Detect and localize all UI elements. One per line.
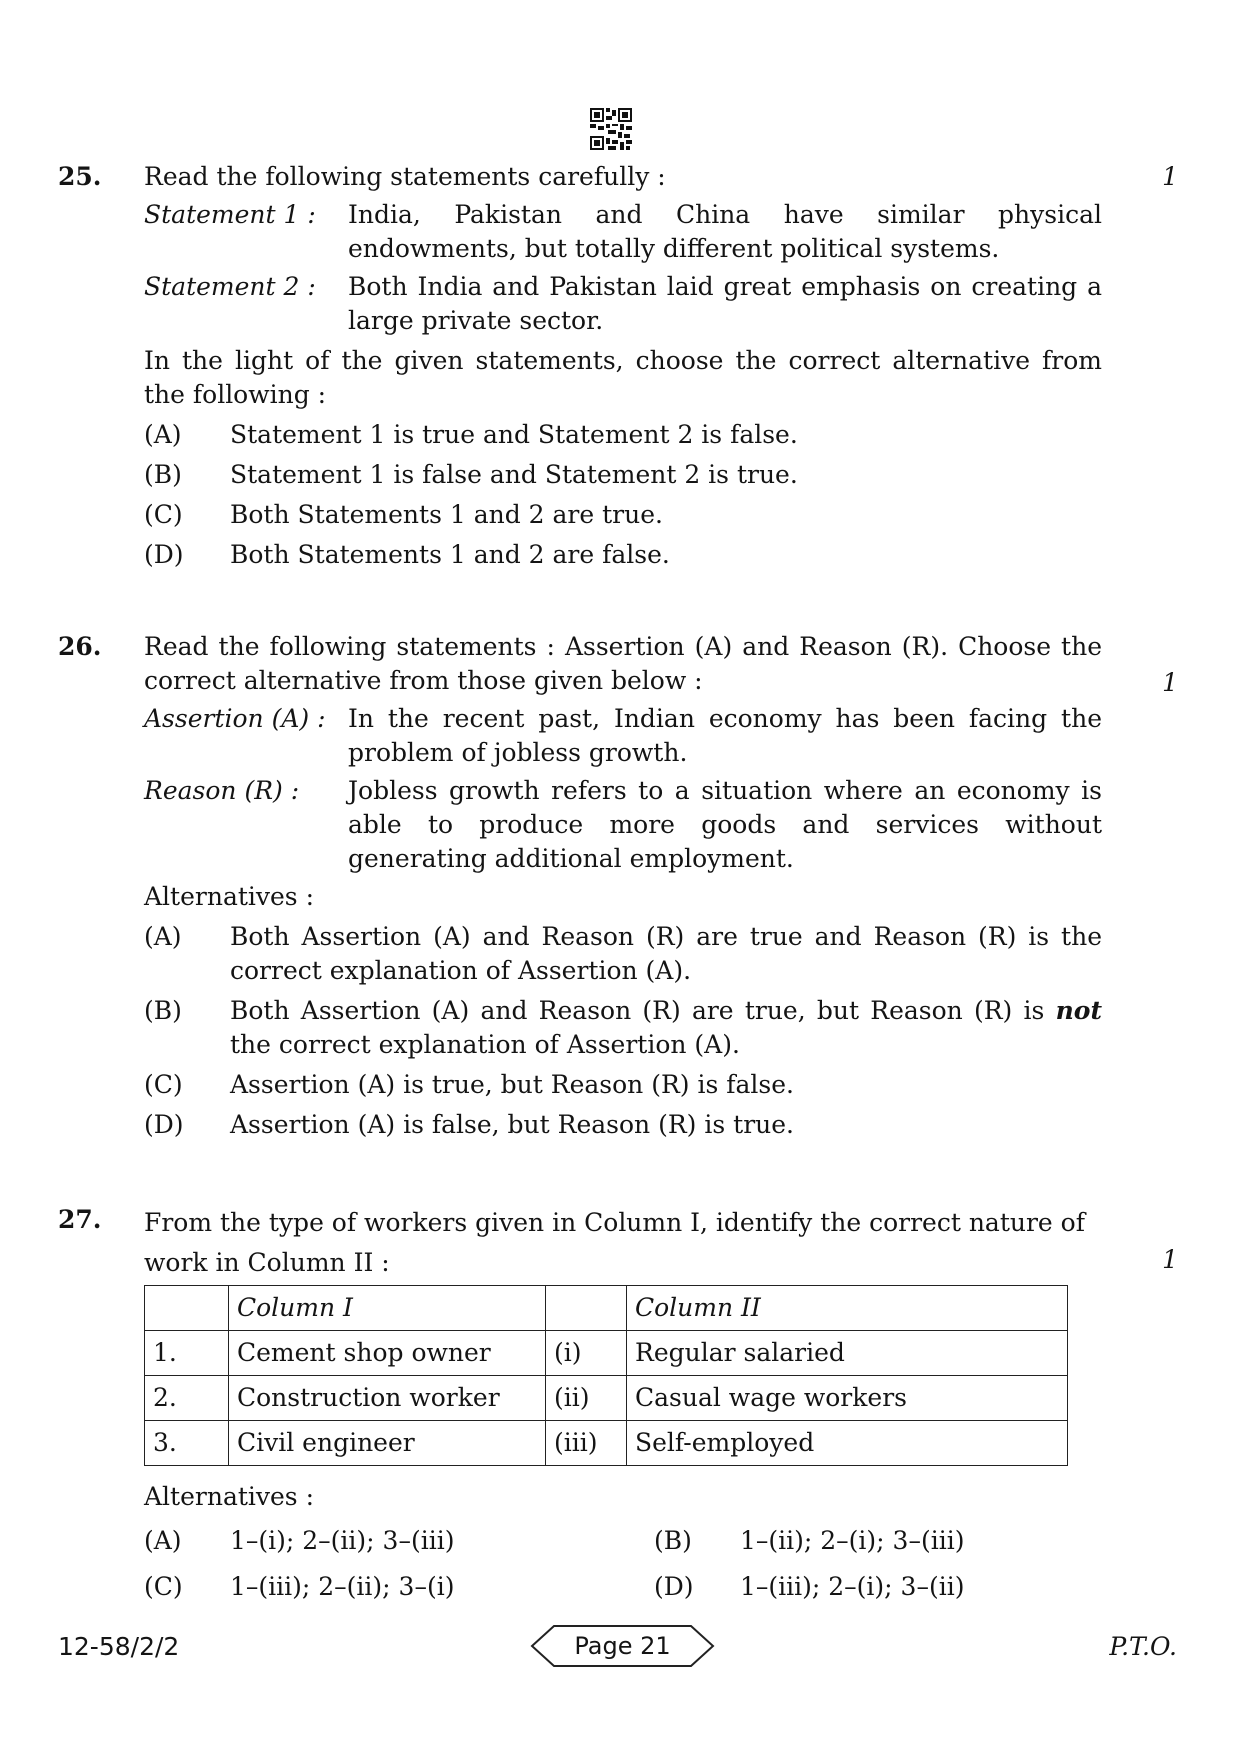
worker-type: Cement shop owner (229, 1331, 546, 1376)
option-d-label: (D) (654, 1572, 694, 1601)
option-text: Statement 1 is true and Statement 2 is false. (230, 420, 798, 449)
statement-text: India, Pakistan and China have similar physical endowments, but totally different political systems. (348, 200, 1102, 263)
question-number: 27. (58, 1205, 102, 1234)
statement-label: Statement 2 : (144, 272, 316, 301)
alternatives-label: Alternatives : (144, 882, 315, 911)
table-header-row (145, 1286, 1068, 1331)
worker-type: Civil engineer (229, 1421, 546, 1466)
table-row (145, 1376, 1068, 1421)
worker-type: Construction worker (229, 1376, 546, 1421)
options-row-1 (144, 1524, 1102, 1570)
table-row (145, 1421, 1068, 1466)
page-number-label: Page 21 (574, 1632, 671, 1660)
statement-2 (144, 270, 1102, 338)
option-b-label: (B) (654, 1526, 692, 1555)
option-label: (B) (144, 460, 182, 489)
option-label: (A) (144, 922, 182, 951)
question-number: 25. (58, 162, 102, 191)
option-text: Both Statements 1 and 2 are false. (230, 540, 670, 569)
option-a (144, 920, 1102, 988)
option-text: Both Statements 1 and 2 are true. (230, 500, 663, 529)
paper-code: 12-58/2/2 (58, 1632, 180, 1661)
option-label: (D) (144, 540, 184, 569)
row-number: 3. (145, 1421, 229, 1466)
question-stem: From the type of workers given in Column I, identify the correct nature of work in Column II : (144, 1208, 1085, 1277)
option-b (144, 458, 1102, 492)
work-nature: Casual wage workers (627, 1376, 1068, 1421)
option-text (230, 994, 1102, 1062)
option-text-after: the correct explanation of Assertion (A). (230, 1030, 740, 1059)
option-text: Assertion (A) is true, but Reason (R) is false. (230, 1070, 794, 1099)
reason (144, 774, 1102, 876)
option-c (144, 498, 1102, 532)
option-c (144, 1068, 1102, 1102)
question-marks: 1 (1162, 668, 1178, 697)
qr-code-icon (590, 108, 632, 150)
assertion-label: Assertion (A) : (144, 704, 326, 733)
question-stem: Read the following statements : Assertion (A) and Reason (R). Choose the correct alternative from those given below : (144, 632, 1102, 695)
alternatives-label: Alternatives : (144, 1482, 315, 1511)
option-label: (C) (144, 500, 183, 529)
option-c-text: 1–(iii); 2–(ii); 3–(i) (230, 1572, 455, 1601)
question-marks: 1 (1162, 1245, 1178, 1274)
table-cell (145, 1286, 229, 1331)
option-d (144, 1108, 1102, 1142)
option-text: Assertion (A) is false, but Reason (R) is true. (230, 1110, 794, 1139)
question-body (144, 1203, 1102, 1616)
option-label: (C) (144, 1070, 183, 1099)
column-2-header: Column II (627, 1286, 1068, 1331)
row-number: 2. (145, 1376, 229, 1421)
row-roman: (i) (546, 1331, 627, 1376)
statement-1 (144, 198, 1102, 266)
option-b (144, 994, 1102, 1062)
statement-text: Both India and Pakistan laid great emphasis on creating a large private sector. (348, 272, 1102, 335)
column-1-header: Column I (229, 1286, 546, 1331)
option-c-label: (C) (144, 1572, 183, 1601)
question-body (144, 160, 1102, 572)
option-text-before: Both Assertion (A) and Reason (R) are true, but Reason (R) is (230, 996, 1045, 1025)
row-number: 1. (145, 1331, 229, 1376)
option-d (144, 538, 1102, 572)
option-text: Statement 1 is false and Statement 2 is true. (230, 460, 798, 489)
row-roman: (ii) (546, 1376, 627, 1421)
table-row (145, 1331, 1068, 1376)
question-instruction: In the light of the given statements, choose the correct alternative from the following : (144, 346, 1102, 409)
question-marks: 1 (1162, 162, 1178, 191)
option-text: Both Assertion (A) and Reason (R) are true and Reason (R) is the correct explanation of Assertion (A). (230, 922, 1102, 985)
option-label: (B) (144, 996, 182, 1025)
page-number-badge (530, 1624, 715, 1668)
reason-label: Reason (R) : (144, 776, 300, 805)
please-turn-over: P.T.O. (1109, 1632, 1177, 1661)
work-nature: Self-employed (627, 1421, 1068, 1466)
option-a-text: 1–(i); 2–(ii); 3–(iii) (230, 1526, 455, 1555)
question-body (144, 630, 1102, 1142)
reason-text: Jobless growth refers to a situation where an economy is able to produce more goods and services without generating additional employment. (348, 776, 1102, 873)
question-number: 26. (58, 632, 102, 661)
question-stem: Read the following statements carefully : (144, 162, 666, 191)
options-row-2 (144, 1570, 1102, 1616)
option-a-label: (A) (144, 1526, 182, 1555)
assertion-text: In the recent past, Indian economy has been facing the problem of jobless growth. (348, 704, 1102, 767)
table-cell (546, 1286, 627, 1331)
matching-table (144, 1285, 1068, 1466)
assertion (144, 702, 1102, 770)
option-b-text: 1–(ii); 2–(i); 3–(iii) (740, 1526, 965, 1555)
statement-label: Statement 1 : (144, 200, 316, 229)
option-label: (D) (144, 1110, 184, 1139)
option-d-text: 1–(iii); 2–(i); 3–(ii) (740, 1572, 965, 1601)
work-nature: Regular salaried (627, 1331, 1068, 1376)
option-label: (A) (144, 420, 182, 449)
row-roman: (iii) (546, 1421, 627, 1466)
option-a (144, 418, 1102, 452)
option-emphasis: not (1055, 996, 1102, 1025)
